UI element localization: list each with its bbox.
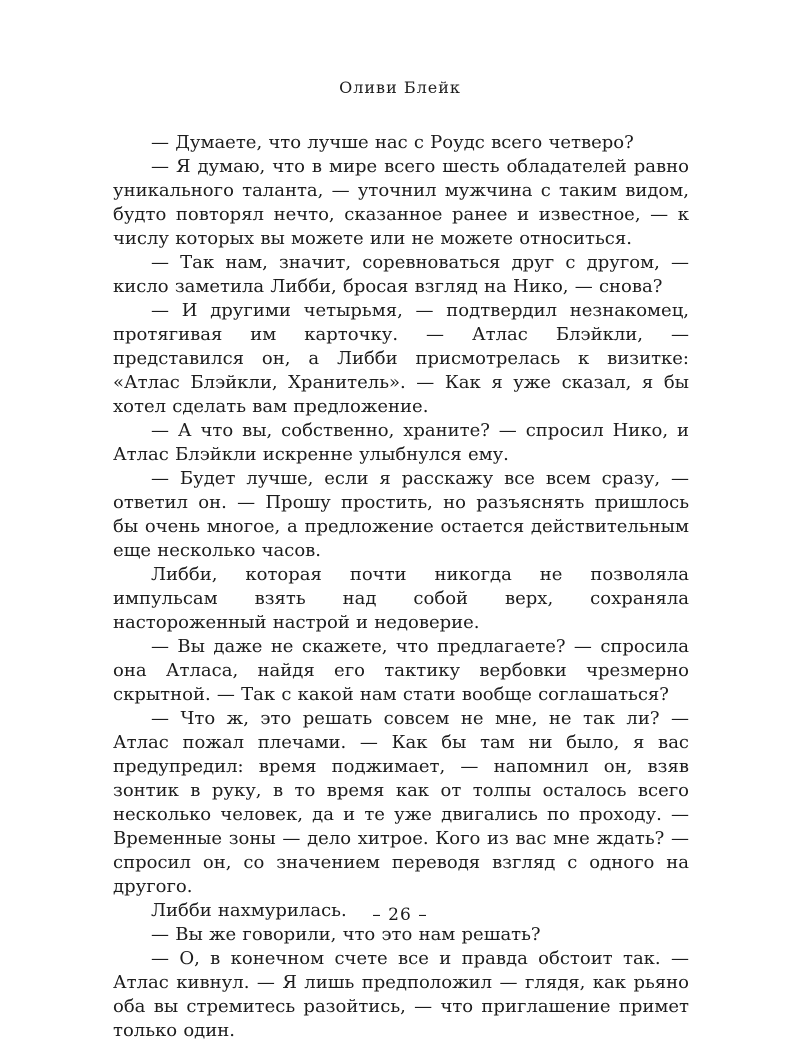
paragraph: — Будет лучше, если я расскажу все всем сразу, — ответил он. — Прошу простить, но разъяснять пришлось бы очень многое, а предложение остается действительным еще несколько часов.: [113, 468, 689, 561]
paragraph: — Так нам, значит, соревноваться друг с другом, — кисло заметила Либби, бросая взгляд на Нико, — снова?: [113, 252, 689, 297]
paragraph: — Вы же говорили, что это нам решать?: [151, 924, 541, 945]
paragraph: — Вы даже не скажете, что предлагаете? — спросила она Атласа, найдя его тактику вербовки чрезмерно скрытной. — Так с какой нам стати вообще соглашаться?: [113, 636, 689, 705]
paragraph: Либби нахмурилась.: [151, 900, 347, 921]
page-number: – 26 –: [372, 905, 428, 925]
paragraph: — Что ж, это решать совсем не мне, не так ли? — Атлас пожал плечами. — Как бы там ни было, я вас предупредил: время поджимает, — напомнил он, взяв зонтик в руку, в то время как от толпы осталось всего несколько человек, да и те уже двигались по проходу. — Временные зоны — дело хитрое. Кого из вас мне ждать? — спросил он, со значением переводя взгляд с одного на другого.: [113, 708, 689, 897]
paragraph: — Думаете, что лучше нас с Роудс всего четверо?: [151, 132, 634, 153]
paragraph: — Я думаю, что в мире всего шесть обладателей равно уникального таланта, — уточнил мужчина с таким видом, будто повторял нечто, сказанное ранее и известное, — к числу которых вы можете или не можете относиться.: [113, 156, 689, 249]
paragraph: — И другими четырьмя, — подтвердил незнакомец, протягивая им карточку. — Атлас Блэйкли, — представился он, а Либби присмотрелась к визитке: «Атлас Блэйкли, Хранитель». — Как я уже сказал, я бы хотел сделать вам предложение.: [113, 300, 689, 417]
paragraph: Либби, которая почти никогда не позволяла импульсам взять над собой верх, сохраняла настороженный настрой и недоверие.: [113, 564, 689, 633]
paragraph: — А что вы, собственно, храните? — спросил Нико, и Атлас Блэйкли искренне улыбнулся ему.: [113, 420, 689, 465]
paragraph: — О, в конечном счете все и правда обстоит так. — Атлас кивнул. — Я лишь предположил — глядя, как рьяно оба вы стремитесь разойтись, — что приглашение примет только один.: [113, 948, 689, 1041]
running-head-author: Оливи Блейк: [339, 78, 461, 97]
